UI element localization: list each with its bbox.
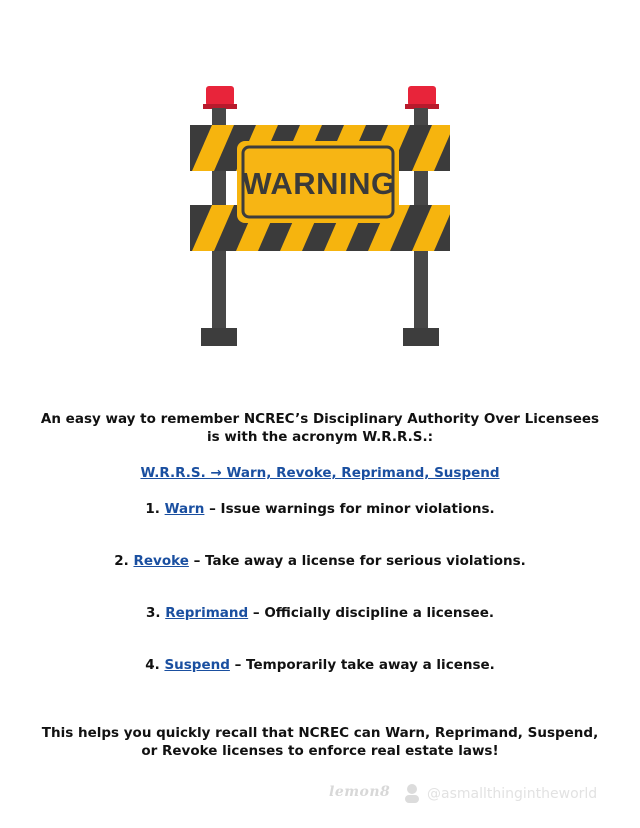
acronym-line [0, 464, 640, 482]
intro-line-1: An easy way to remember NCREC’s Disciplinary Authority Over Licensees [40, 411, 600, 427]
list-item-revoke [0, 552, 640, 570]
user-icon [403, 782, 421, 808]
item-number: 2. [114, 553, 129, 569]
left-warning-light-icon [203, 86, 237, 109]
list-item-reprimand [0, 604, 640, 622]
outro-line-1: This helps you quickly recall that NCREC can Warn, Reprimand, Suspend, [41, 725, 599, 741]
revoke-link[interactable]: Revoke [133, 553, 189, 569]
reprimand-link[interactable]: Reprimand [165, 605, 249, 621]
intro-paragraph [0, 410, 640, 446]
main-text [0, 410, 640, 760]
acronym-link[interactable]: W.R.R.S. → Warn, Revoke, Reprimand, Suspend [140, 465, 500, 481]
item-description: – Officially discipline a licensee. [248, 605, 494, 621]
item-description: – Issue warnings for minor violations. [204, 501, 495, 517]
watermark [325, 782, 640, 810]
watermark-handle: @asmallthingintheworld [427, 786, 598, 802]
warning-barricade-illustration [0, 0, 640, 380]
list-item-warn [0, 500, 640, 518]
outro-line-2: or Revoke licenses to enforce real estate laws! [141, 743, 499, 759]
intro-line-2: is with the acronym W.R.R.S.: [206, 429, 434, 445]
warn-link[interactable]: Warn [164, 501, 205, 517]
warning-sign-text: WARNING [242, 166, 396, 201]
item-number: 3. [145, 605, 161, 621]
item-description: – Take away a license for serious violations. [188, 553, 526, 569]
lemon8-logo: lemon8 [329, 784, 391, 800]
outro-paragraph [0, 724, 640, 760]
item-number: 1. [145, 501, 160, 517]
list-item-suspend [0, 656, 640, 674]
right-warning-light-icon [405, 86, 439, 109]
item-description: – Temporarily take away a license. [229, 657, 495, 673]
warning-sign [237, 141, 399, 223]
suspend-link[interactable]: Suspend [164, 657, 230, 673]
item-number: 4. [145, 657, 160, 673]
